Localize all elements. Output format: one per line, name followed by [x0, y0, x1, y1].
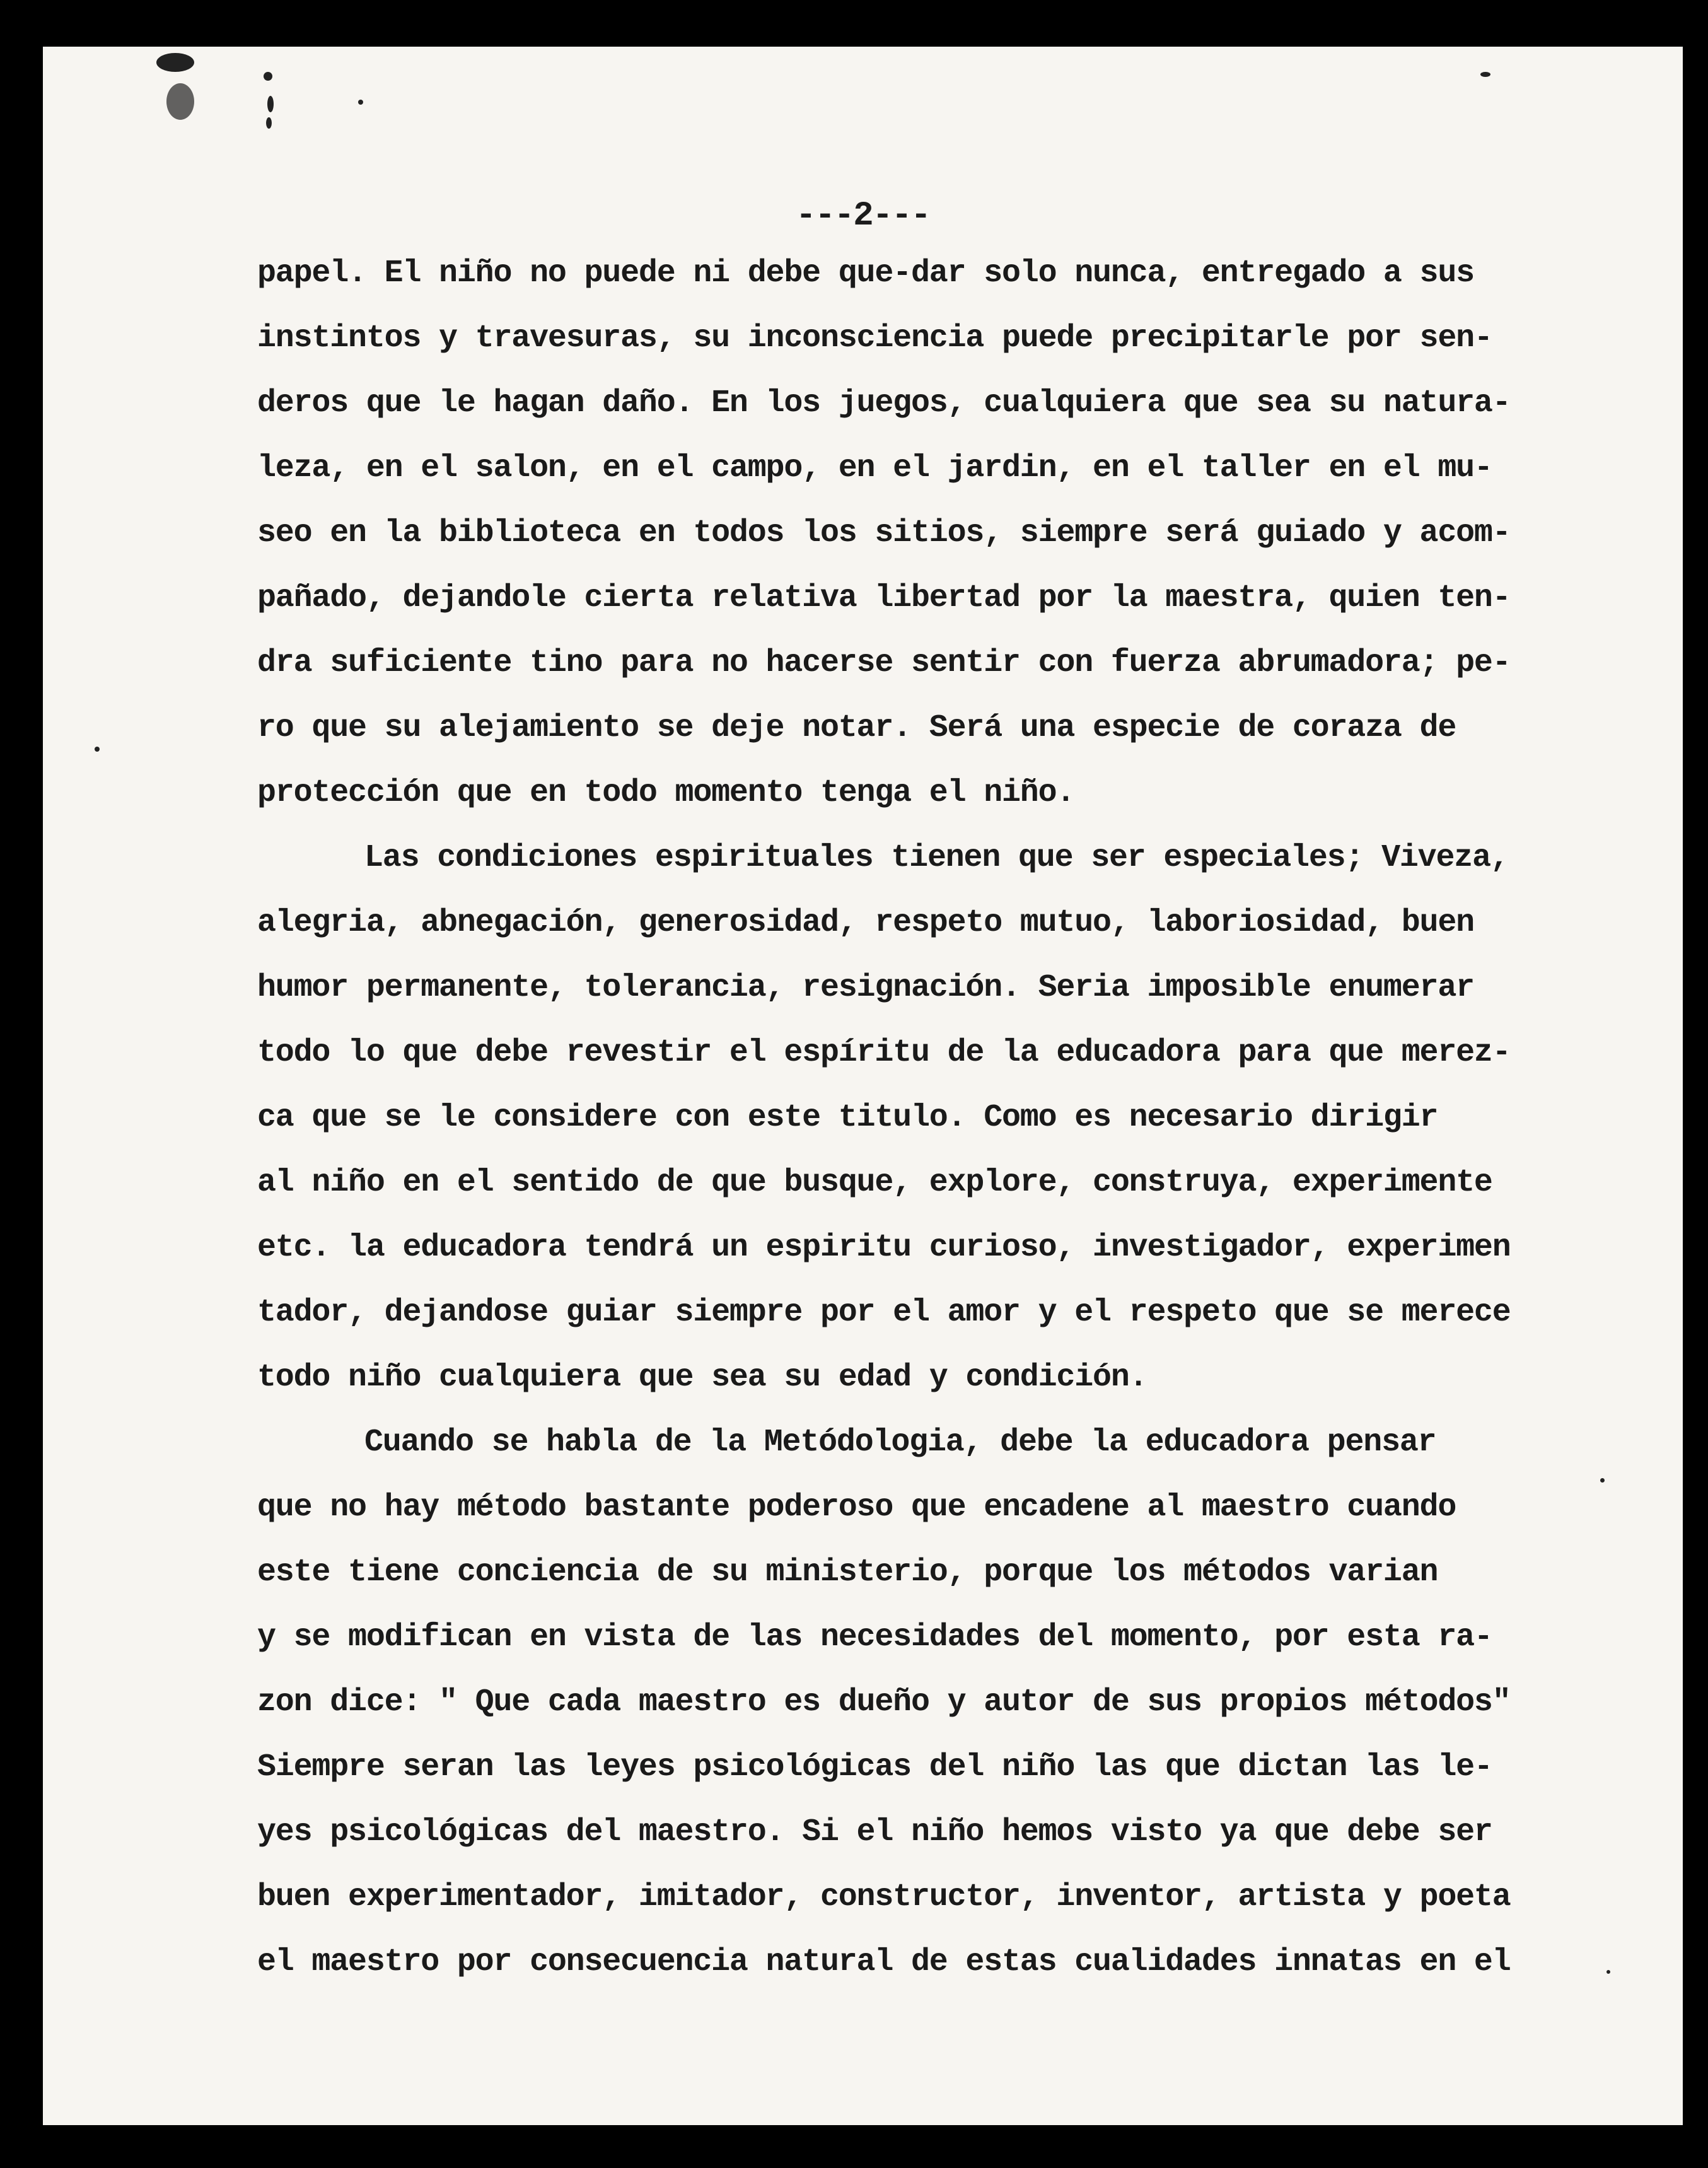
- text-line: ro que su alejamiento se deje notar. Será una especie de coraza de: [257, 710, 1456, 746]
- text-line: seo en la biblioteca en todos los sitios, siempre será guiado y acom-: [257, 515, 1511, 551]
- paragraph-1: [257, 241, 1632, 825]
- text-line: pañado, dejandole cierta relativa libertad por la maestra, quien ten-: [257, 580, 1511, 616]
- ink-speck: [264, 72, 272, 81]
- text-line: el maestro por consecuencia natural de estas cualidades innatas en el: [257, 1944, 1511, 1980]
- text-line: Las condiciones espirituales tienen que ser especiales; Viveza,: [364, 840, 1509, 876]
- text-line: etc. la educadora tendrá un espiritu curioso, investigador, experimen: [257, 1230, 1511, 1266]
- text-line: y se modifican en vista de las necesidades del momento, por esta ra-: [257, 1619, 1492, 1655]
- ink-speck: [1480, 72, 1490, 77]
- text-line: todo lo que debe revestir el espíritu de la educadora para que merez-: [257, 1035, 1511, 1071]
- text-line: que no hay método bastante poderoso que encadene al maestro cuando: [257, 1489, 1456, 1525]
- text-line: deros que le hagan daño. En los juegos, cualquiera que sea su natura-: [257, 385, 1511, 421]
- text-line: instintos y travesuras, su inconsciencia puede precipitarle por sen-: [257, 320, 1492, 356]
- text-line: humor permanente, tolerancia, resignación. Seria imposible enumerar: [257, 970, 1474, 1006]
- ink-speck: [266, 117, 272, 129]
- text-line: buen experimentador, imitador, constructor, inventor, artista y poeta: [257, 1879, 1511, 1915]
- ink-speck: [95, 747, 100, 752]
- document-body: [257, 241, 1632, 1995]
- text-line: todo niño cualquiera que sea su edad y condición.: [257, 1360, 1147, 1396]
- document-page: [43, 47, 1683, 2125]
- ink-smudge: [156, 53, 194, 72]
- text-line: yes psicológicas del maestro. Si el niño hemos visto ya que debe ser: [257, 1814, 1492, 1850]
- paragraph-2: [257, 825, 1632, 1410]
- text-line: papel. El niño no puede ni debe que-dar solo nunca, entregado a sus: [257, 255, 1474, 291]
- text-line: Siempre seran las leyes psicológicas del niño las que dictan las le-: [257, 1749, 1492, 1785]
- ink-speck: [358, 100, 363, 105]
- text-line: dra suficiente tino para no hacerse sentir con fuerza abrumadora; pe-: [257, 645, 1511, 681]
- page-number: ---2---: [796, 197, 930, 235]
- text-line: este tiene conciencia de su ministerio, porque los métodos varian: [257, 1554, 1438, 1590]
- text-line: Cuando se habla de la Metódologia, debe la educadora pensar: [364, 1425, 1436, 1460]
- text-line: al niño en el sentido de que busque, explore, construya, experimente: [257, 1165, 1492, 1201]
- paragraph-3: [257, 1410, 1632, 1995]
- text-line: tador, dejandose guiar siempre por el amor y el respeto que se merece: [257, 1295, 1511, 1331]
- text-line: protección que en todo momento tenga el niño.: [257, 775, 1075, 811]
- ink-speck: [267, 96, 274, 112]
- text-line: alegria, abnegación, generosidad, respeto mutuo, laboriosidad, buen: [257, 905, 1474, 941]
- text-line: ca que se le considere con este titulo. Como es necesario dirigir: [257, 1100, 1438, 1136]
- ink-smudge: [166, 83, 194, 120]
- text-line: leza, en el salon, en el campo, en el jardin, en el taller en el mu-: [257, 450, 1492, 486]
- text-line: zon dice: " Que cada maestro es dueño y autor de sus propios métodos": [257, 1684, 1511, 1720]
